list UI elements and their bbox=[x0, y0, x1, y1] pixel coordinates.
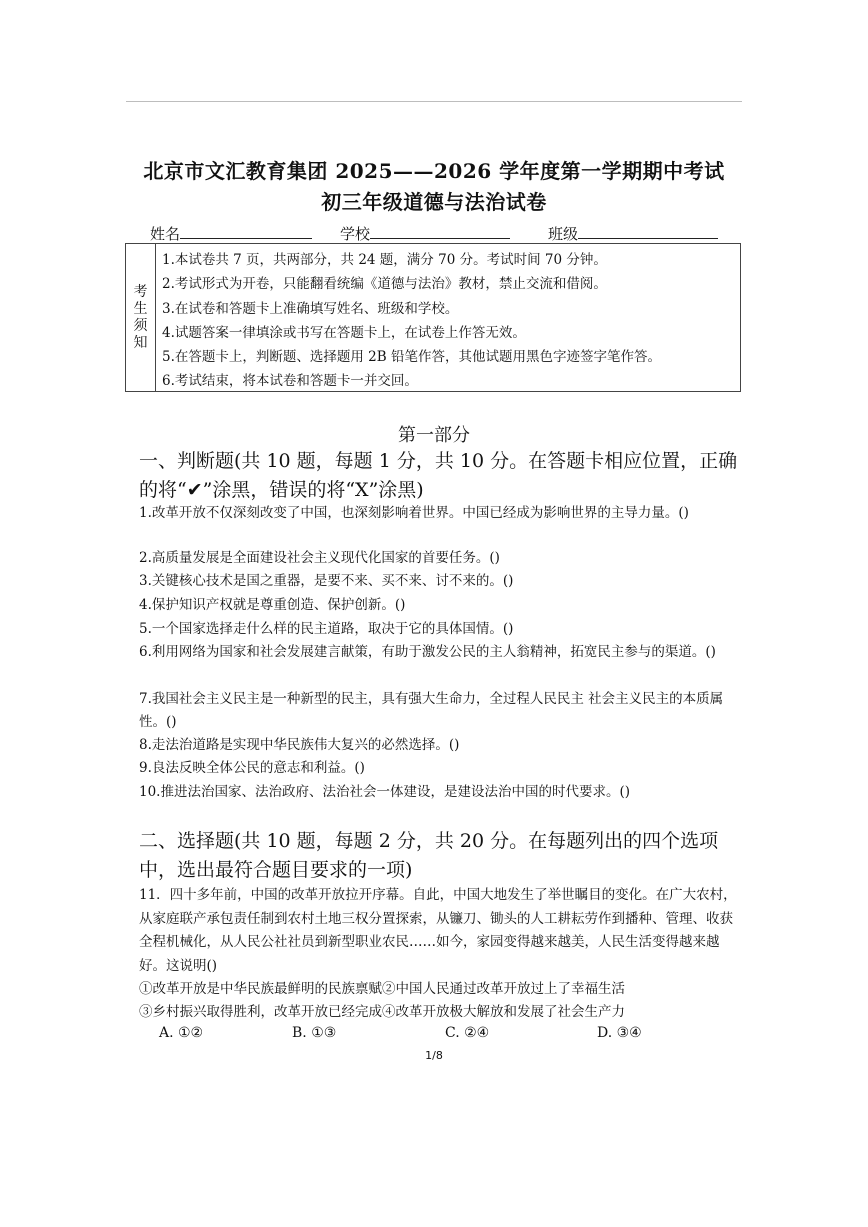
school-blank[interactable] bbox=[370, 223, 510, 239]
notice-side-char: 考 bbox=[133, 283, 148, 300]
exam-notice-box bbox=[125, 243, 741, 392]
notice-item: 4.试题答案一律填涂或书写在答题卡上，在试卷上作答无效。 bbox=[162, 324, 526, 341]
notice-side-char: 生 bbox=[133, 300, 148, 317]
question-2: 2.高质量发展是全面建设社会主义现代化国家的首要任务。() bbox=[139, 550, 500, 566]
class-blank[interactable] bbox=[578, 223, 718, 239]
notice-item: 1.本试卷共 7 页，共两部分，共 24 题，满分 70 分。考试时间 70 分钟。 bbox=[162, 252, 607, 268]
exam-title: 北京市文汇教育集团 2025——2026 学年度第一学期期中考试 bbox=[143, 159, 725, 183]
part-one-title: 第一部分 bbox=[398, 425, 470, 446]
notice-item: 6.考试结束，将本试卷和答题卡一并交回。 bbox=[162, 373, 418, 390]
question-10: 10.推进法治国家、法治政府、法治社会一体建设，是建设法治中国的时代要求。() bbox=[139, 784, 631, 800]
question-6: 6.利用网络为国家和社会发展建言献策，有助于激发公民的主人翁精神，拓宽民主参与的渠道。() bbox=[139, 644, 716, 660]
school-label: 学校 bbox=[340, 225, 371, 243]
option-b[interactable]: B. ①③ bbox=[292, 1025, 337, 1041]
name-label: 姓名 bbox=[150, 225, 181, 243]
question-9: 9.良法反映全体公民的意志和利益。() bbox=[139, 760, 365, 776]
page-number: 1/8 bbox=[425, 1049, 443, 1062]
section-two-heading: 二、选择题(共 10 题，每题 2 分，共 20 分。在每题列出的四个选项中，选出最符合题目要求的一项) bbox=[139, 830, 719, 881]
exam-subtitle: 初三年级道德与法治试卷 bbox=[321, 190, 547, 214]
notice-side-char: 须 bbox=[133, 317, 148, 334]
notice-item: 3.在试卷和答题卡上准确填写姓名、班级和学校。 bbox=[162, 300, 459, 317]
class-label: 班级 bbox=[548, 225, 579, 243]
notice-item: 5.在答题卡上，判断题、选择题用 2B 铅笔作答，其他试题用黑色字迹签字笔作答。 bbox=[162, 349, 661, 366]
notice-item: 2.考试形式为开卷，只能翻看统编《道德与法治》教材，禁止交流和借阅。 bbox=[162, 276, 607, 293]
question-8: 8.走法治道路是实现中华民族伟大复兴的必然选择。() bbox=[139, 737, 460, 753]
question-11-statements-1: ①改革开放是中华民族最鲜明的民族禀赋②中国人民通过改革开放过上了幸福生活 bbox=[139, 981, 625, 997]
question-1: 1.改革开放不仅深刻改变了中国，也深刻影响着世界。中国已经成为影响世界的主导力量。() bbox=[139, 505, 689, 521]
question-7: 7.我国社会主义民主是一种新型的民主，具有强大生命力，全过程人民民主 社会主义民主的本质属性。() bbox=[139, 691, 724, 730]
question-5: 5.一个国家选择走什么样的民主道路，取决于它的具体国情。() bbox=[139, 621, 514, 637]
name-blank[interactable] bbox=[180, 223, 312, 239]
notice-list bbox=[162, 248, 737, 394]
question-11-stem: 11．四十多年前，中国的改革开放拉开序幕。自此，中国大地发生了举世瞩目的变化。在广大农村，从家庭联产承包责任制到农村土地三权分置探索，从镰刀、锄头的人工耕耘劳作到播种、管理、收获全程机械化，从人民公社社员到新型职业农民……如今，家园变得越来越美，人民生活变得越来越好。这说明() bbox=[139, 887, 737, 974]
option-d[interactable]: D. ③④ bbox=[597, 1025, 642, 1041]
question-3: 3.关键核心技术是国之重器，是要不来、买不来、讨不来的。() bbox=[139, 573, 514, 589]
option-c[interactable]: C. ②④ bbox=[445, 1025, 490, 1041]
section-one-heading: 一、判断题(共 10 题，每题 1 分，共 10 分。在答题卡相应位置，正确的将“✔”涂黑，错误的将“X”涂黑) bbox=[139, 450, 738, 501]
top-divider bbox=[126, 101, 742, 102]
notice-side-label bbox=[126, 244, 156, 391]
name-field[interactable] bbox=[150, 223, 312, 244]
question-11-statements-2: ③乡村振兴取得胜利，改革开放已经完成④改革开放极大解放和发展了社会生产力 bbox=[139, 1004, 625, 1020]
school-field[interactable] bbox=[340, 223, 510, 244]
notice-side-char: 知 bbox=[133, 334, 148, 351]
option-a[interactable]: A. ①② bbox=[159, 1025, 204, 1041]
question-4: 4.保护知识产权就是尊重创造、保护创新。() bbox=[139, 597, 406, 613]
class-field[interactable] bbox=[548, 223, 718, 244]
